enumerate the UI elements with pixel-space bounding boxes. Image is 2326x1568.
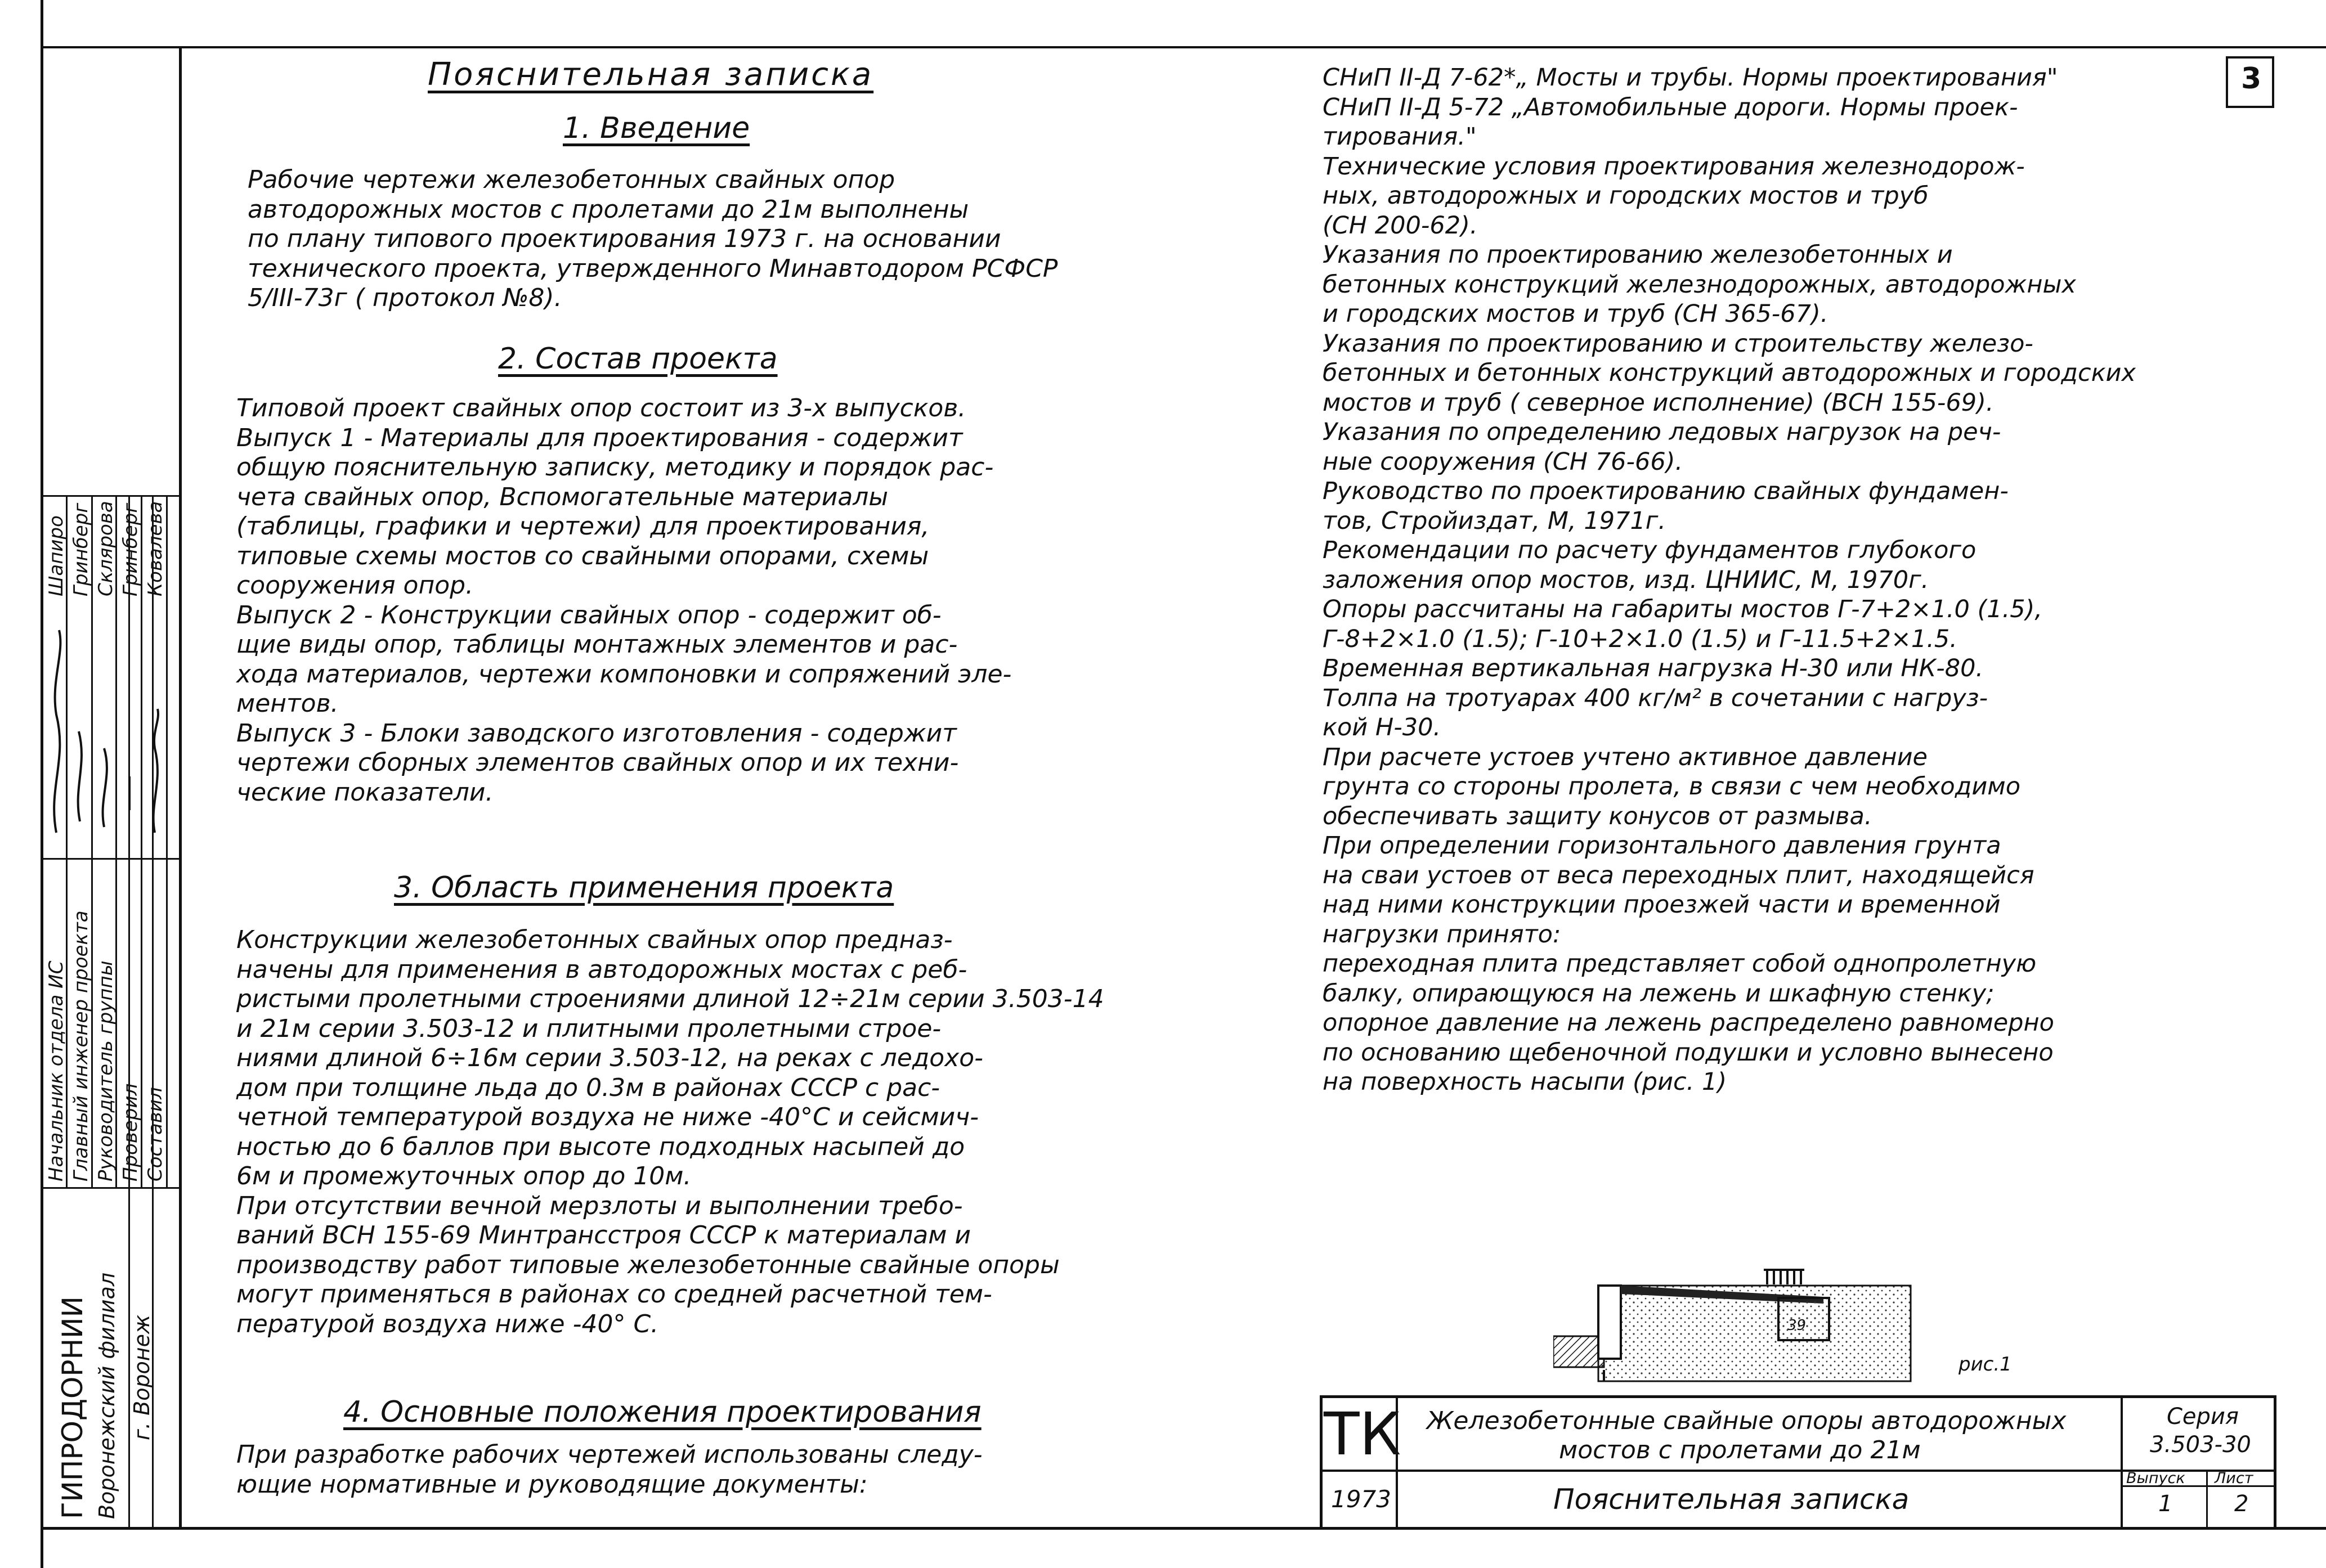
- figure-dim-label: 39: [1787, 1317, 1807, 1334]
- stamp-org-1: ГИПРОДОРНИИ: [56, 1296, 89, 1519]
- frame-inner-left: [179, 46, 182, 1530]
- stamp-role-5: Составил: [144, 1087, 167, 1181]
- tb-series-value: 3.503-30: [2150, 1432, 2251, 1458]
- tb-year: 1973: [1331, 1485, 1391, 1513]
- frame-bottom: [41, 1527, 2326, 1530]
- stamp-role-4: Проверил: [119, 1083, 142, 1181]
- tb-code: ТК: [1324, 1400, 1401, 1468]
- stamp-name-1: Шапиро: [45, 515, 68, 596]
- doc-title: Пояснительная записка: [428, 56, 874, 93]
- tb-description-2: мостов с пролетами до 21м: [1559, 1436, 1921, 1464]
- tb-issue-value: 1: [2158, 1491, 2173, 1517]
- frame-left-edge: [41, 0, 43, 1568]
- section-4-heading: 4. Основные положения проектирования: [343, 1395, 982, 1429]
- composition-paragraph: Типовой проект свайных опор состоит из 3-х выпусков. Выпуск 1 - Материалы для проектирования - содержит общую пояснительную записку, методику и порядок рас- чета свайных опор, Вспомогательные материалы (таблицы, графики и чертежи) для проектирования, типовые схемы мостов со свайными опорами, схемы сооружения опор. Выпуск 2 - Конструкции свайных опор - содержит об- щие виды опор, таблицы монтажных элементов и рас- хода материалов, чертежи компоновки и сопряжений эле- ментов. Выпуск 3 - Блоки заводского изготовления - содержит чертежи сборных элементов свайных опор и их техни- ческие показатели.: [236, 394, 1012, 807]
- tb-description-1: Железобетонные свайные опоры автодорожных: [1427, 1407, 2067, 1435]
- tb-series-label: Серия: [2167, 1404, 2239, 1430]
- stamp-name-3: Склярова: [95, 501, 117, 596]
- stamp-org-2: Воронежский филиал: [95, 1272, 119, 1519]
- figure-caption: рис.1: [1958, 1353, 2012, 1376]
- scope-paragraph: Конструкции железобетонных свайных опор предназ- начены для применения в автодорожных мостах с реб- ристыми пролетными строениями длиной 12÷21м серии 3.503-14 и 21м серии 3.503-12 и плитными пролетными строе- ниями длиной 6÷16м серии 3.503-12, на реках с ледохо- дом при толщине льда до 0.3м в районах СССР с рас- четной температурой воздуха не ниже -40°С и сейсмич- ностью до 6 баллов при высоте подходных насыпей до 6м и промежуточных опор до 10м. При отсутствии вечной мерзлоты и выполнении требо- ваний ВСН 155-69 Минтрансстроя СССР к материалам и производству работ типовые железобетонные свайные опоры могут применяться в районах со средней расчетной тем- пературой воздуха ниже -40° С.: [236, 925, 1104, 1338]
- section-1-heading: 1. Введение: [563, 111, 750, 145]
- figure-1: [1553, 1269, 1947, 1387]
- stamp-name-2: Гринберг: [70, 502, 92, 596]
- stamp-org-3: г. Воронеж: [129, 1314, 154, 1440]
- stamp-name-5: Ковалева: [144, 501, 167, 596]
- normative-text: СНиП II-Д 7-62*„ Мосты и трубы. Нормы проектирования" СНиП II-Д 5-72 „Автомобильные дороги. Нормы проек- тирования." Технические условия проектирования железнодорож- ных, автодорожных и городских мостов и труб (СН 200-62). Указания по проектированию железобетонных и бетонных конструкций железнодорожных, автодорожных и городских мостов и труб (СН 365-67). Указания по проектированию и строительству железо- бетонных и бетонных конструкций автодорожных и городских мостов и труб ( северное исполнение) (ВСН 155-69). Указания по определению ледовых нагрузок на реч- ные сооружения (СН 76-66). Руководство по проектированию свайных фундамен- тов, Стройиздат, М, 1971г. Рекомендации по расчету фундаментов глубокого заложения опор мостов, изд. ЦНИИС, М, 1970г. Опоры рассчитаны на габариты мостов Г-7+2×1.0 (1.5), Г-8+2×1.0 (1.5); Г-10+2×1.0 (1.5) и Г-11.5+2×1.5. Временная вертикальная нагрузка Н-30 или НК-80. Толпа на тротуарах 400 кг/м² в сочетании с нагруз- кой Н-30. При расчете устоев учтено активное давление грунта со стороны пролета, в связи с чем необходимо обеспечивать защиту конусов от размыва. При определении горизонтального давления грунта на сваи устоев от веса переходных плит, находящейся над ними конструкции проезжей части и временной нагрузки принято: переходная плита представляет собой однопролетную балку, опирающуюся на лежень и шкафную стенку; опорное давление на лежень распределено равномерно по основанию щебеночной подушки и условно вынесено на поверхность насыпи (рис. 1): [1323, 64, 2136, 1096]
- intro-paragraph: Рабочие чертежи железобетонных свайных опор автодорожных мостов с пролетами до 21м выполнены по плану типового проектирования 1973 г. на основании технического проекта, утвержденного Минавтодором РСФСР 5/III-73г ( протокол №8).: [248, 165, 1058, 312]
- tb-sheet-value: 2: [2234, 1491, 2249, 1517]
- stamp-role-2: Главный инженер проекта: [70, 910, 92, 1181]
- section-2-heading: 2. Состав проекта: [498, 342, 778, 376]
- stamp-role-1: Начальник отдела ИС: [45, 960, 68, 1181]
- frame-top: [41, 46, 2326, 48]
- tb-issue-label: Выпуск: [2126, 1470, 2185, 1487]
- stamp-name-4: Гринберг: [119, 502, 142, 596]
- section-3-heading: 3. Область применения проекта: [394, 871, 894, 905]
- sheet-number: 3: [2241, 62, 2262, 96]
- tb-sheet-label: Лист: [2215, 1470, 2253, 1487]
- documents-intro: При разработке рабочих чертежей использованы следу- ющие нормативные и руководящие документы:: [236, 1440, 983, 1499]
- tb-subtitle: Пояснительная записка: [1553, 1483, 1910, 1516]
- stamp-role-3: Руководитель группы: [95, 960, 117, 1181]
